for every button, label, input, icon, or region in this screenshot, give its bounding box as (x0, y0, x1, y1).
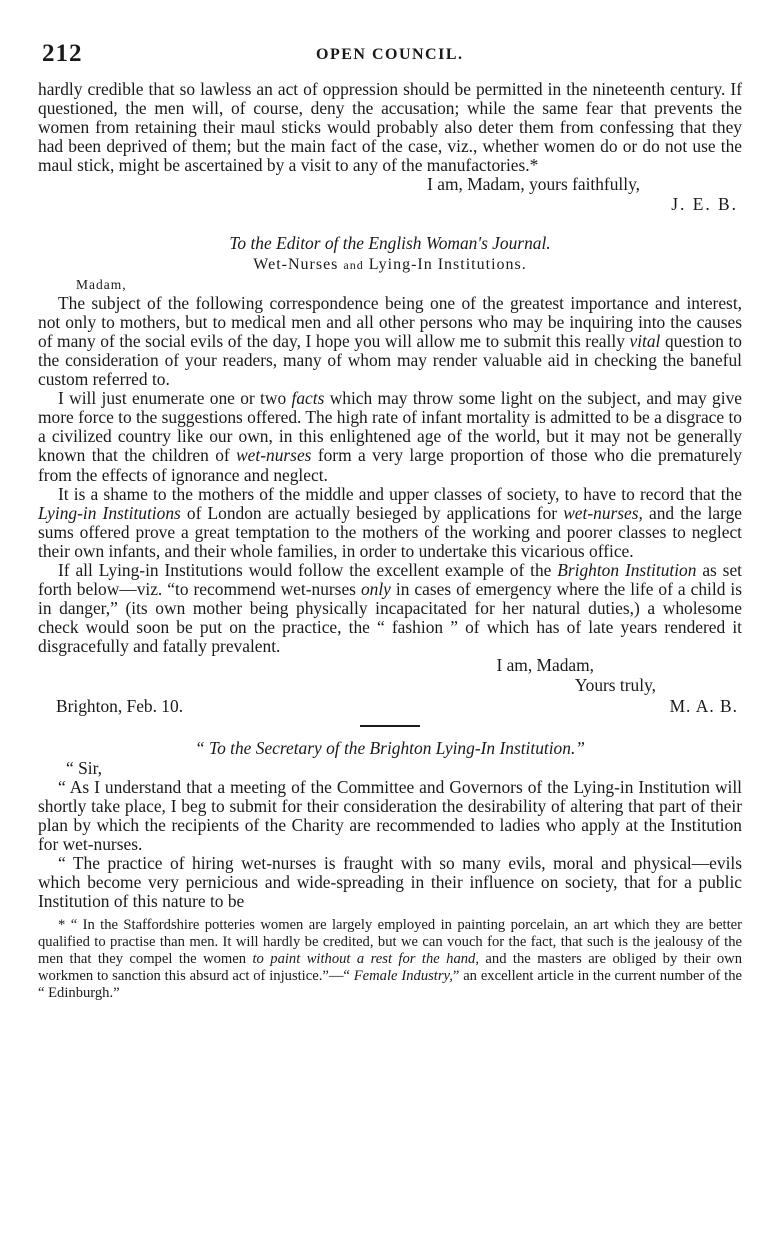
footnote-text (38, 917, 742, 1001)
letter-mab (38, 276, 742, 716)
letter-jeb (38, 80, 742, 214)
section-title-and: and (343, 257, 364, 272)
letter-mab-closing-2: Yours truly, (574, 674, 656, 695)
footnote (38, 917, 742, 1001)
letter-jeb-closing: I am, Madam, yours faithfully, (427, 174, 640, 195)
emphasis: wet-nurses, (563, 502, 643, 523)
place-date: Brighton, Feb. 10. (56, 695, 184, 716)
text-run: in cases of emergency where the life of a child is in danger,” (its own mother being physically incapacitated for her natural duties,) a wholesome check would soon be put on the practice, the “ fashion ” of which has of late years rendered it disgracefully and fatally prevalent. (38, 579, 742, 657)
text-run: which may throw some light on the subject, and may give more force to the suggestions offered. The high rate of infant mortality is admitted to be a disgrace to a civilized country like our own, in this enlightened age of the world, but it may not be generally known that the children of (38, 388, 742, 466)
letter-mab-signoff (38, 697, 742, 716)
text-run: and the large sums offered prove a great temptation to the mothers of the working and poorer classes to neglect their own infants, and their whole families, in order to undertake this vicarious office. (38, 502, 743, 561)
text-run: It is a shame to the mothers of the middle and upper classes of society, to have to record that the (58, 483, 742, 504)
letter-mab-paragraph-2 (38, 389, 742, 484)
letter-mab-salutation: Madam, (76, 276, 127, 292)
letter-secretary-paragraph-2: “ The practice of hiring wet-nurses is fraught with so many evils, moral and physical—evils which become very pernicious and wide-spreading in their influence on society, that for a public Institution of this nature to be (38, 853, 742, 912)
section-title-part1: Wet-Nurses (253, 255, 339, 273)
text-run: If all Lying-in Institutions would follow the excellent example of the (58, 559, 558, 580)
section-title (38, 254, 742, 276)
letter-jeb-initials: J. E. B. (671, 193, 738, 214)
emphasis: Brighton Institution (557, 559, 697, 580)
text-run: as set forth below—viz. “to recommend wet-nurses (38, 559, 742, 600)
emphasis: Female Industry, (353, 967, 453, 984)
section-divider (360, 725, 420, 727)
text-run: * “ In the Staffordshire potteries women are largely employed in painting porcelain, an art which they are better qualified to practise than men. It will hardly be credited, but we can vouch for the fact, that such is the jealousy of the men that they compel the women (38, 917, 742, 968)
section-title-part2: Lying-In Institutions. (368, 255, 527, 273)
text-run: of London are actually besieged by applications for (180, 502, 564, 523)
emphasis: to paint without a rest for the hand, (252, 951, 479, 968)
text-run: and the masters are obliged by their own workmen to sanction this absurd act of injustice.”—“ (38, 951, 742, 984)
page-number: 212 (42, 40, 83, 67)
letter-mab-paragraph-4 (38, 561, 742, 656)
book-page (38, 0, 742, 1001)
emphasis: wet-nurses (236, 445, 312, 466)
letter-jeb-body: hardly credible that so lawless an act of oppression should be permitted in the nineteenth century. If questioned, the men will, of course, deny the accusation; while the same fear that prevents the women from retaining their maul sticks would probably also deter them from confessing that they had been deprived of them; but the main fact of the case, viz., whether women do or do not use the maul stick, might be ascertained by a visit to any of the manufactories.* (38, 79, 742, 176)
page-header (38, 0, 742, 80)
secretary-address-heading: “ To the Secretary of the Brighton Lying-In Institution.” (195, 737, 585, 758)
letter-secretary-salutation: “ Sir, (66, 757, 103, 778)
editor-address-heading: To the Editor of the English Woman's Journal. (229, 232, 551, 253)
letter-secretary (38, 759, 742, 912)
text-run: form a very large proportion of those who die prematurely from the effects of ignorance and neglect. (38, 445, 742, 485)
letter-mab-paragraph-1 (38, 294, 742, 389)
emphasis: only (360, 579, 391, 600)
text-run: I will just enumerate one or two (58, 388, 292, 409)
letter-secretary-paragraph-1: “ As I understand that a meeting of the Committee and Governors of the Lying-in Institution will shortly take place, I beg to submit for their consideration the desirability of altering that part of their plan by which the recipients of the Charity are recommended to ladies who apply at the Institution for wet-nurses. (38, 776, 742, 855)
text-run: The subject of the following correspondence being one of the greatest importance and interest, not only to mothers, but to medical men and all other persons who may be inquiring into the causes of many of the social evils of the day, I hope you will allow me to submit this really (38, 292, 742, 351)
text-run: question to the consideration of your readers, many of whom may render valuable aid in checking the baneful custom referred to. (38, 330, 742, 390)
letter-mab-paragraph-3 (38, 485, 742, 561)
emphasis: vital (629, 330, 661, 351)
running-title: OPEN COUNCIL. (316, 46, 464, 63)
text-run: ” an excellent article in the current number of the “ Edinburgh.” (38, 967, 742, 1001)
emphasis: Lying-in Institutions (38, 502, 181, 523)
letter-mab-closing-1: I am, Madam, (496, 655, 594, 676)
letter-mab-initials: M. A. B. (669, 695, 738, 716)
emphasis: facts (291, 388, 325, 409)
